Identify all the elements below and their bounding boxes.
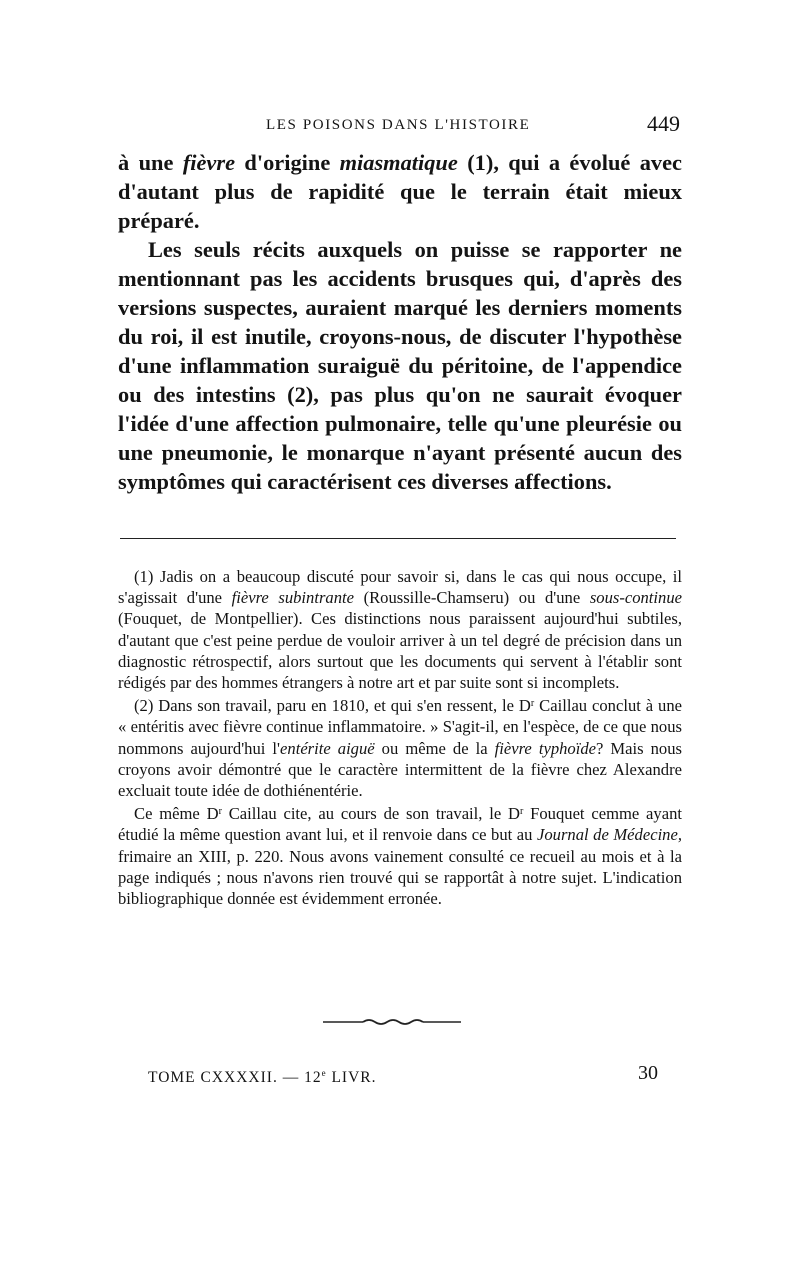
paragraph-2: Les seuls récits auxquels on puisse se rapporter ne mentionnant pas les accidents brusques qui, d'après des versions suspectes, auraient marqué les derniers moments du roi, il est inutile, croyons-nous, de discuter l'hypothèse d'une inflammation suraiguë du péritoine, de l'appendice ou des intestins (2), pas plus qu'on ne saurait évoquer l'idée d'une affection pulmonaire, telle qu'une pleurésie ou une pneumonie, le monarque n'ayant présenté aucun des symptômes qui caractérisent ces diverses affections. xyxy=(118,237,682,494)
sheet-number: 30 xyxy=(638,1062,658,1084)
paragraph-1: à une fièvre d'origine miasmatique (1), qui a évolué avec d'autant plus de rapidité que le terrain était mieux préparé. xyxy=(118,150,682,233)
footnotes xyxy=(118,566,682,909)
ornament-divider xyxy=(323,1018,461,1026)
footnote-1: (1) Jadis on a beaucoup discuté pour savoir si, dans le cas qui nous occupe, il s'agissait d'une fièvre subintrante (Roussille-Chamseru) ou d'une sous-continue (Fouquet, de Montpellier). Ces distinctions nous paraissent aujourd'hui subtiles, d'autant que c'est peine perdue de vouloir arriver à un tel degré de précision dans un diagnostic rétrospectif, alors surtout que les documents qui servent à l'établir sont rédigés par des hommes étrangers à notre art et par suite sont si incomplets. xyxy=(118,567,682,693)
footnote-3: Ce même $D^r$ Caillau cite, au cours de son travail, le $D^r$ Fouquet cemme ayant étudié la même question avant lui, et il renvoie dans ce but au Journal de Médecine, frimaire an XIII, p. 220. Nous avons vainement consulté ce recueil au mois et à la page indiqués ; nous n'avons rien trouvé qui se rapportât à notre sujet. L'indication bibliographique donnée est évidemment erronée. xyxy=(118,804,682,909)
page-signature xyxy=(148,1062,658,1094)
page-number: 449 xyxy=(647,111,680,136)
page-header xyxy=(118,111,682,141)
main-text xyxy=(118,148,682,496)
footnote-separator xyxy=(120,538,676,539)
footnote-2: (2) Dans son travail, paru en 1810, et qui s'en ressent, le $D^r$ Caillau conclut à une « entéritis avec fièvre continue inflammatoire. » S'agit-il, en l'espèce, de ce que nous nommons aujourd'hui l'entérite aiguë ou même de la fièvre typhoïde? Mais nous croyons avoir démontré que le caractère intermittent de la fièvre chez Alexandre excluait toute idée de dothiénentérie. xyxy=(118,696,682,801)
running-title: LES POISONS DANS L'HISTOIRE xyxy=(266,117,531,133)
signature-mark: TOME CXXXXII. — 12e LIVR. xyxy=(148,1068,377,1086)
